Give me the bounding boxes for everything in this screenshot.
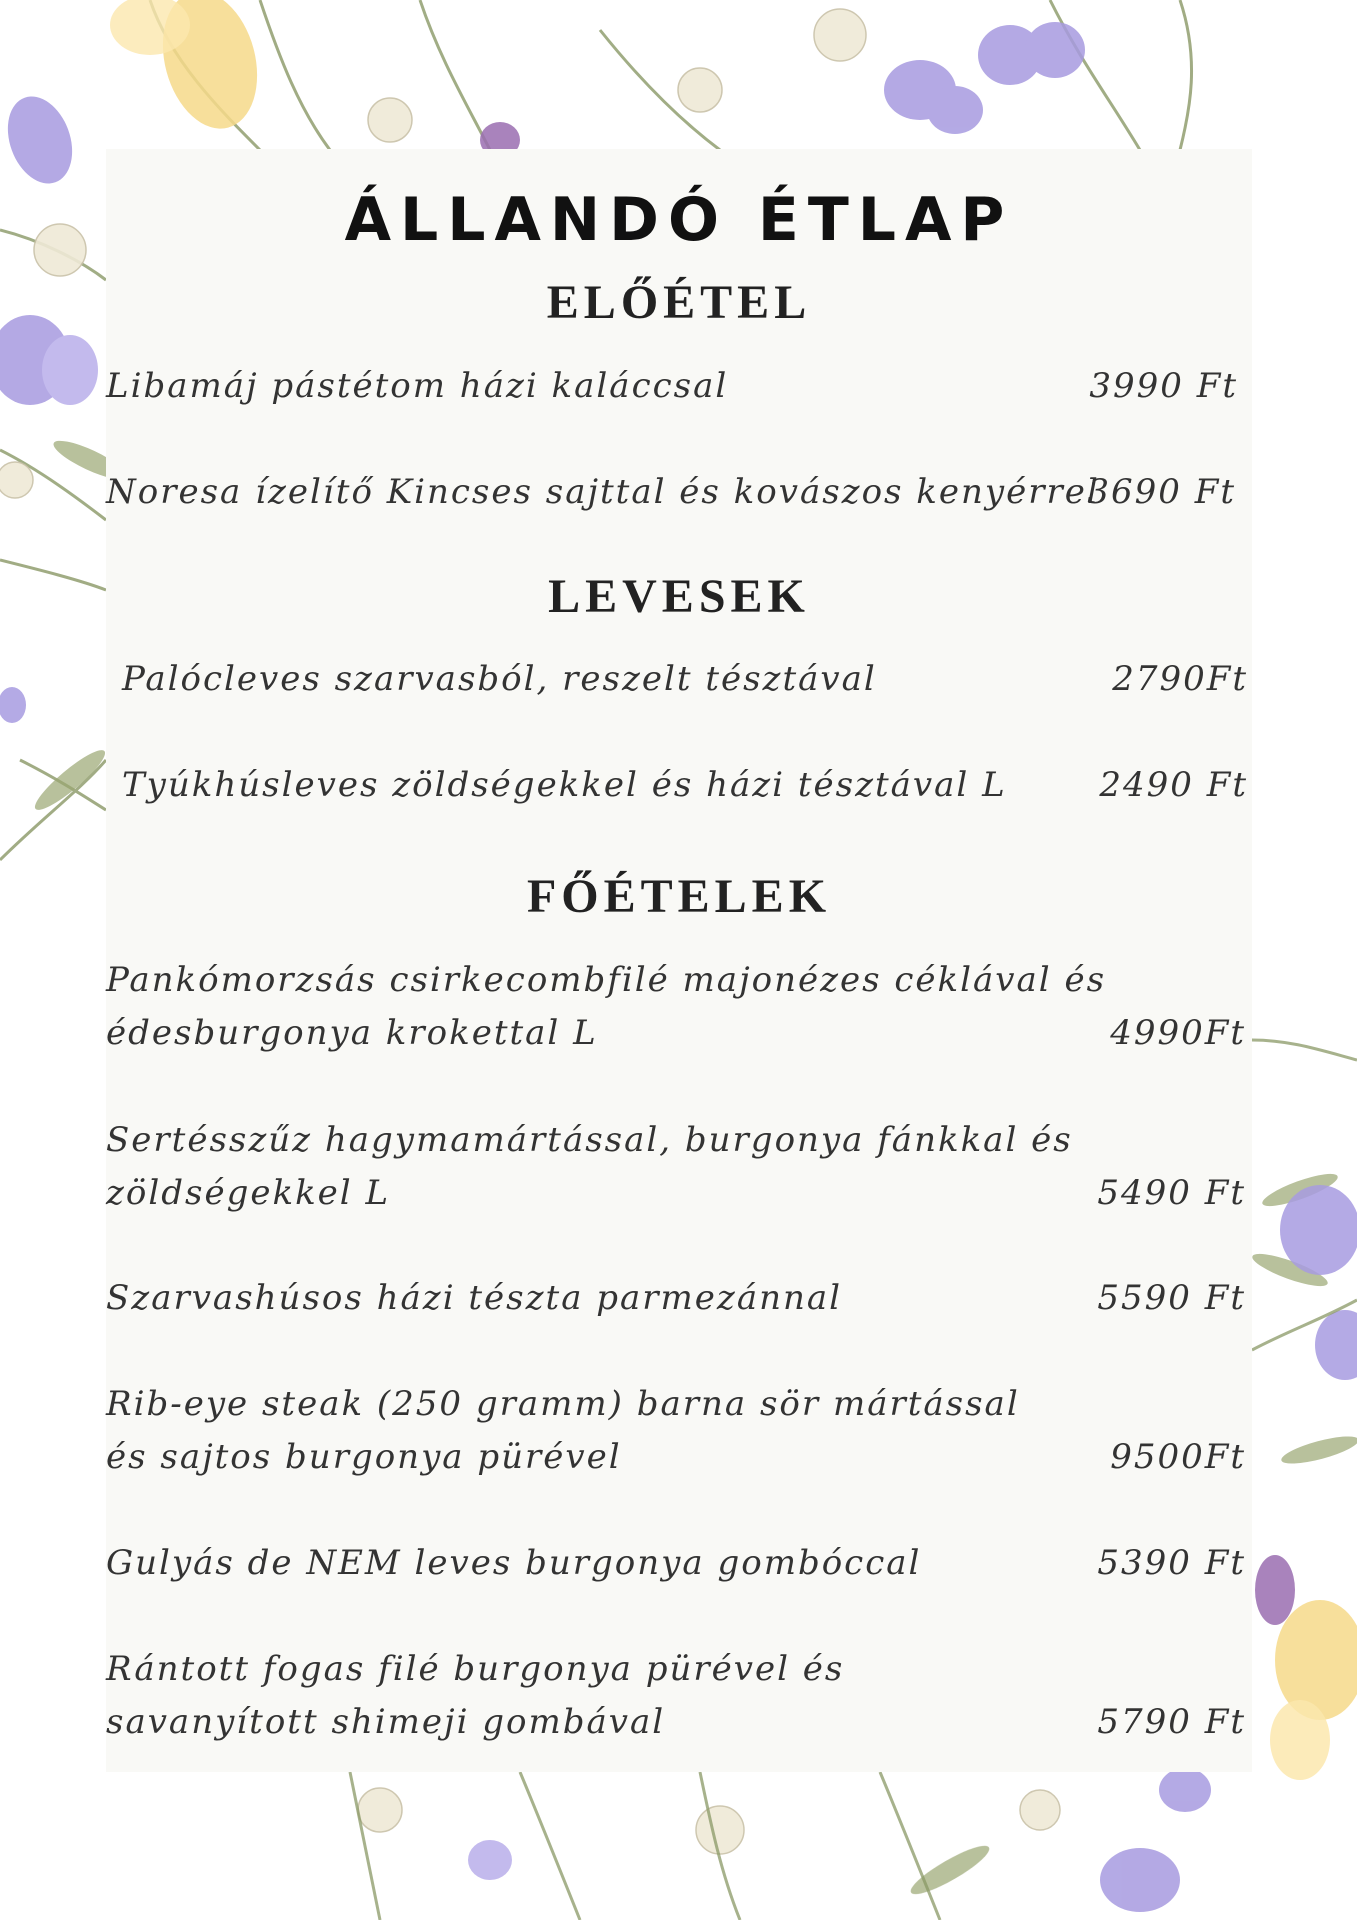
menu-item-price: 2790Ft [1112,659,1248,699]
menu-item-name [106,1114,1073,1220]
menu-item-name [106,1643,844,1749]
menu-title: ÁLLANDÓ ÉTLAP [344,185,1014,255]
menu-item-name-line: édesburgonya krokettal L [106,1013,598,1053]
menu-item-name-line: Rántott fogas filé burgonya pürével és [106,1649,845,1689]
section-heading-eloetel: ELŐÉTEL [546,276,812,329]
menu-item-name [106,466,1100,519]
menu-item-name-line: Tyúkhúsleves zöldségekkel és házi tésztával L [122,765,1007,805]
menu-item-name-line: savanyított shimeji gombával [106,1702,666,1742]
menu-item-price: 5390 Ft [1097,1543,1246,1583]
menu-item-price: 4990Ft [1110,1013,1246,1053]
menu-item-name-line: Sertésszűz hagymamártással, burgonya fánkkal és [106,1120,1073,1160]
lavender-flower-top-right [480,22,1085,158]
lavender-flower-right [1255,1185,1357,1625]
lavender-flower-left-1 [0,87,98,723]
menu-item-name-line: zöldségekkel L [106,1173,391,1213]
menu-item-name [106,360,728,413]
menu-item-name-line: Szarvashúsos házi tészta parmezánnal [106,1278,843,1318]
menu-item-name-line: Libamáj pástétom házi kaláccsal [106,366,729,406]
menu-item-name [106,1378,1020,1484]
menu-item-name [106,1272,842,1325]
menu-item-price: 5590 Ft [1097,1278,1246,1318]
menu-item-price: 5490 Ft [1097,1173,1246,1213]
menu-item-name-line: Rib-eye steak (250 gramm) barna sör mártással [106,1384,1020,1424]
menu-item-price: 3690 Ft [1087,472,1236,512]
menu-item-price: 2490 Ft [1099,765,1248,805]
menu-item-name [106,1537,921,1590]
menu-item-price: 5790 Ft [1097,1702,1246,1742]
menu-item-name-line: Gulyás de NEM leves burgonya gombóccal [106,1543,922,1583]
menu-item-price: 3990 Ft [1089,366,1238,406]
section-heading-levesek: LEVESEK [548,570,810,623]
menu-panel [106,149,1252,1772]
section-heading-foetelek: FŐÉTELEK [526,870,832,923]
menu-item-name-line: Pankómorzsás csirkecombfilé majonézes céklával és [106,960,1107,1000]
menu-item-price: 9500Ft [1110,1437,1246,1477]
menu-item-name-line: és sajtos burgonya pürével [106,1437,622,1477]
menu-item-name [122,759,1007,812]
menu-item-name [122,653,877,706]
yellow-flower-top-left [110,0,272,139]
menu-item-name-line: Noresa ízelítő Kincses sajttal és kovászos kenyérrel [106,472,1100,512]
menu-item-name-line: Palócleves szarvasból, reszelt tésztával [122,659,877,699]
menu-item-name [106,954,1106,1060]
yellow-flower-bottom-right [1270,1600,1357,1780]
lavender-flower-bottom [468,1768,1211,1912]
